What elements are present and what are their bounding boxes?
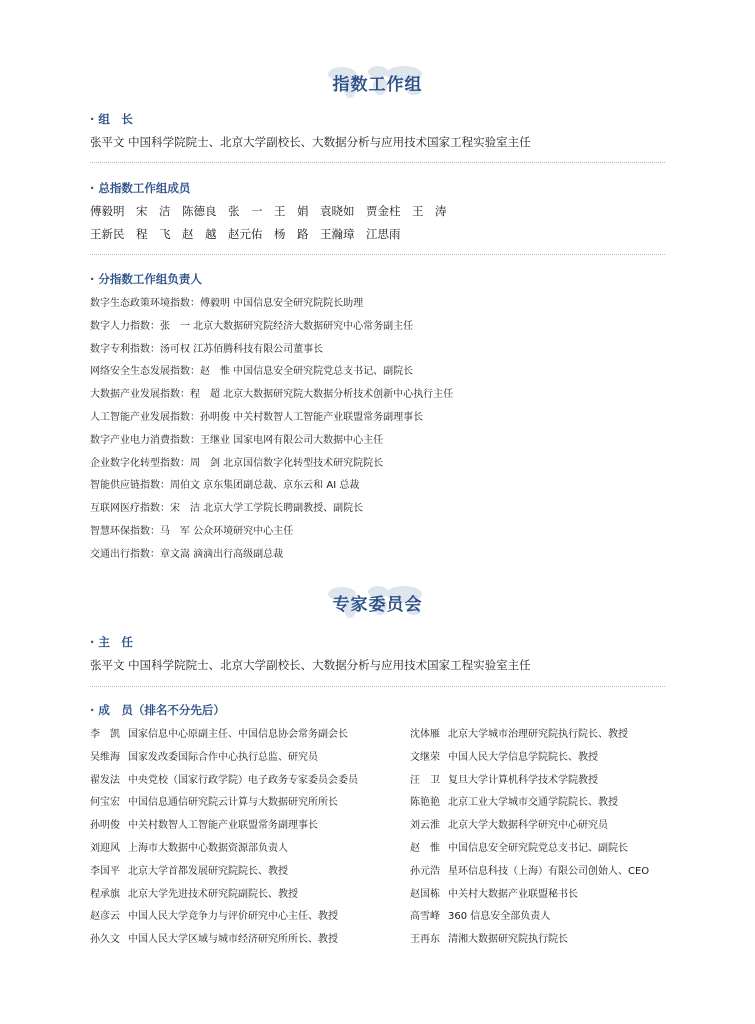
member-item <box>410 839 710 862</box>
divider <box>90 686 665 687</box>
member-item <box>410 930 710 953</box>
head-item: 数字生态政策环境指数：傅毅明 中国信息安全研究院院长助理 <box>90 298 364 309</box>
member-name: 何宝宏 <box>90 797 120 809</box>
member-name: 赵 惟 <box>410 842 440 854</box>
member-title: 中国信息安全研究院党总支书记、副院长 <box>448 842 628 854</box>
member-item <box>410 862 710 885</box>
member-name: 翟发法 <box>90 774 120 786</box>
heads-label: · 分指数工作组负责人 <box>90 272 202 286</box>
member-name: 高雪峰 <box>410 911 440 923</box>
member-item <box>90 839 410 862</box>
member-title: 复旦大学计算机科学技术学院教授 <box>448 774 598 786</box>
committee-members-label: · 成 员（排名不分先后） <box>90 703 225 717</box>
member-title: 清湘大数据研究院执行院长 <box>448 934 568 946</box>
member-item <box>90 748 410 771</box>
head-item: 数字人力指数：张 一 北京大数据研究院经济大数据研究中心常务副主任 <box>90 320 414 332</box>
divider <box>90 162 665 163</box>
chair-label: · 主 任 <box>90 635 133 649</box>
member-item <box>90 885 410 908</box>
member-title: 国家发改委国际合作中心执行总监、研究员 <box>128 751 318 763</box>
leader-text: 张平文 中国科学院院士、北京大学副校长、大数据分析与应用技术国家工程实验室主任 <box>90 135 531 149</box>
member-item <box>90 862 410 885</box>
member-item <box>90 725 410 748</box>
head-item: 数字专利指数：汤可权 江苏佰腾科技有限公司董事长 <box>90 343 324 355</box>
member-item <box>90 907 410 930</box>
head-item: 数字产业电力消费指数：王继业 国家电网有限公司大数据中心主任 <box>90 434 384 446</box>
members-line: 傅毅明 宋 洁 陈德良 张 一 王 娟 袁晓如 贾金柱 王 涛 <box>90 204 447 218</box>
member-title: 星环信息科技（上海）有限公司创始人、CEO <box>448 865 650 877</box>
members-right-column <box>410 725 710 953</box>
member-item <box>410 793 710 816</box>
member-title: 中关村大数据产业联盟秘书长 <box>448 888 578 900</box>
member-title: 中央党校（国家行政学院）电子政务专家委员会委员 <box>128 774 358 786</box>
head-item: 网络安全生态发展指数：赵 惟 中国信息安全研究院党总支书记、副院长 <box>90 366 414 378</box>
members-left-column <box>90 725 410 953</box>
member-name: 赵国栋 <box>410 888 440 900</box>
head-item: 交通出行指数：章文嵩 滴滴出行高级副总裁 <box>90 548 284 560</box>
head-item: 智能供应链指数：周伯文 京东集团副总裁、京东云和 AI 总裁 <box>90 480 360 492</box>
head-item: 人工智能产业发展指数：孙明俊 中关村数智人工智能产业联盟常务副理事长 <box>90 412 424 423</box>
member-title: 国家信息中心原副主任、中国信息协会常务副会长 <box>128 729 348 740</box>
member-title: 北京大学首都发展研究院院长、教授 <box>128 865 288 877</box>
member-name: 孙明俊 <box>90 820 120 832</box>
member-item <box>90 793 410 816</box>
member-item <box>410 907 710 930</box>
member-name: 沈体雁 <box>410 729 440 740</box>
members-label: · 总指数工作组成员 <box>90 181 191 195</box>
member-name: 孙元浩 <box>410 865 440 877</box>
member-title: 北京大学大数据科学研究中心研究员 <box>448 820 608 832</box>
member-title: 360 信息安全部负责人 <box>448 911 551 923</box>
member-title: 上海市大数据中心数据资源部负责人 <box>128 842 288 854</box>
head-item: 大数据产业发展指数：程 超 北京大数据研究院大数据分析技术创新中心执行主任 <box>90 389 454 401</box>
member-title: 北京工业大学城市交通学院院长、教授 <box>448 797 618 809</box>
member-item <box>410 748 710 771</box>
member-title: 中国人民大学信息学院院长、教授 <box>448 751 598 763</box>
member-name: 孙久文 <box>90 934 120 946</box>
member-title: 北京大学先进技术研究院副院长、教授 <box>128 888 298 900</box>
member-item <box>410 816 710 839</box>
section-title-expert-committee: 专家委员会 <box>332 595 423 615</box>
member-name: 文继荣 <box>410 751 440 763</box>
member-name: 程承旗 <box>90 888 120 900</box>
member-title: 北京大学城市治理研究院执行院长、教授 <box>448 729 628 740</box>
member-name: 吴维海 <box>90 751 120 763</box>
member-name: 汪 卫 <box>410 774 440 786</box>
member-item <box>90 771 410 794</box>
leader-label: · 组 长 <box>90 112 133 126</box>
member-name: 赵彦云 <box>90 911 120 923</box>
member-name: 刘迎风 <box>90 842 120 854</box>
member-title: 中国人民大学区域与城市经济研究所所长、教授 <box>128 934 338 946</box>
member-item <box>410 885 710 908</box>
member-item <box>410 771 710 794</box>
head-item: 互联网医疗指数：宋 洁 北京大学工学院长聘副教授、副院长 <box>90 503 364 515</box>
member-name: 刘云淮 <box>410 820 440 832</box>
member-title: 中关村数智人工智能产业联盟常务副理事长 <box>128 820 318 832</box>
member-name: 陈艳艳 <box>410 797 440 809</box>
member-item <box>410 725 710 748</box>
members-line: 王新民 程 飞 赵 越 赵元佑 杨 路 王瀚璋 江思雨 <box>90 227 401 241</box>
head-item: 智慧环保指数：马 军 公众环境研究中心主任 <box>90 526 294 537</box>
member-name: 王再东 <box>410 934 440 946</box>
divider <box>90 254 665 255</box>
member-item <box>90 930 410 953</box>
member-name: 李国平 <box>90 865 120 877</box>
head-item: 企业数字化转型指数：周 剑 北京国信数字化转型技术研究院院长 <box>90 457 384 469</box>
member-title: 中国人民大学竞争力与评价研究中心主任、教授 <box>128 911 338 923</box>
member-item <box>90 816 410 839</box>
member-title: 中国信息通信研究院云计算与大数据研究所所长 <box>128 797 338 809</box>
chair-text: 张平文 中国科学院院士、北京大学副校长、大数据分析与应用技术国家工程实验室主任 <box>90 658 531 672</box>
section-title-index-group: 指数工作组 <box>332 75 423 95</box>
member-name: 李 凯 <box>90 729 120 740</box>
